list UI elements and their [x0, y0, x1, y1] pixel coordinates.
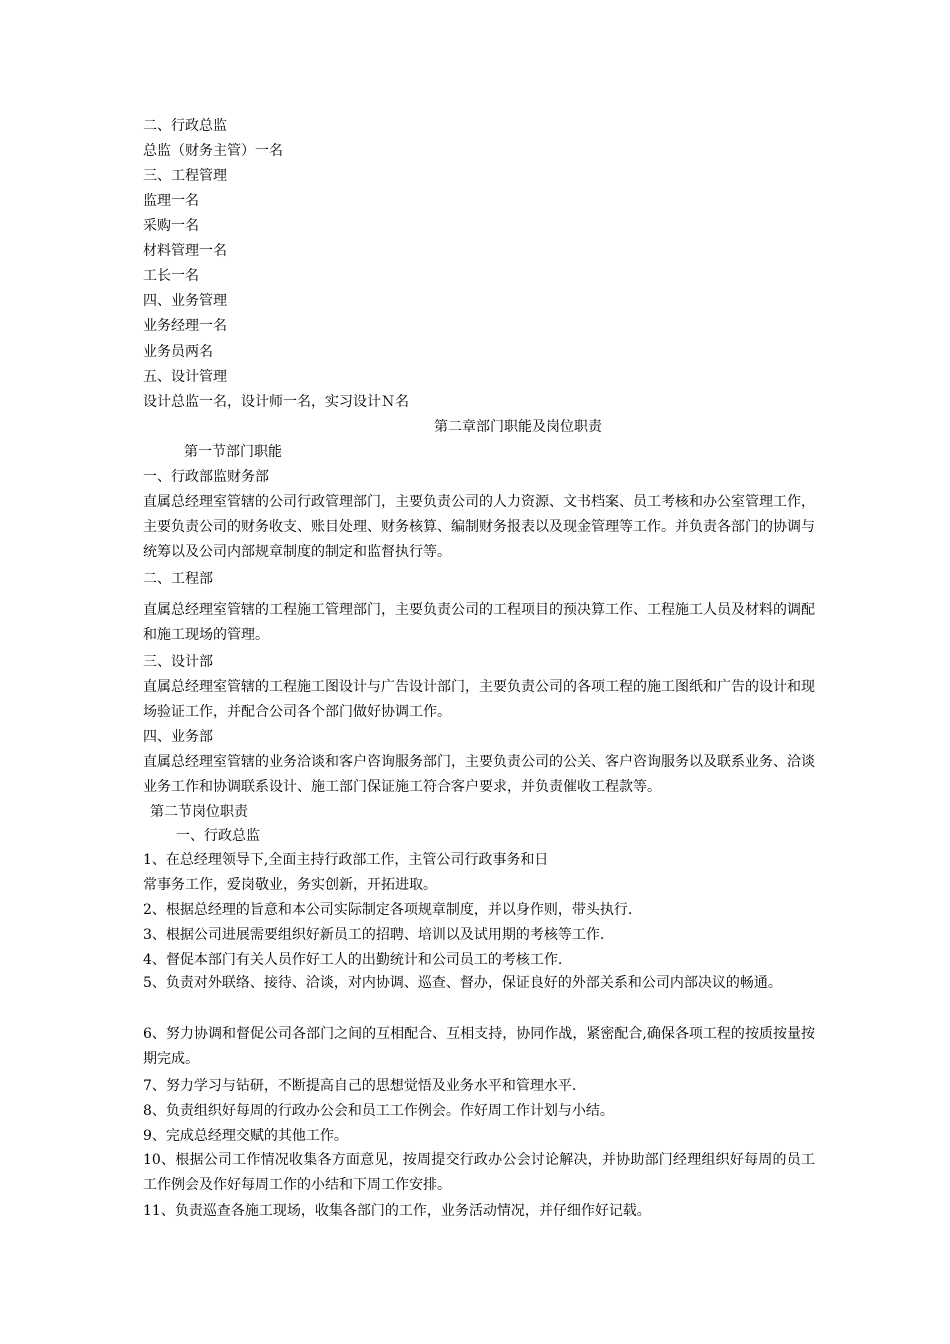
section-title: 第一节部门职能 [184, 444, 282, 460]
org-line: 业务经理一名 [143, 318, 227, 334]
org-line: 工长一名 [143, 268, 199, 284]
duty-item: 6、努力协调和督促公司各部门之间的互相配合、互相支持，协同作战，紧密配合,确保各项工程的按质按量按期完成。 [143, 1026, 815, 1067]
org-line: 二、行政总监 [143, 118, 227, 134]
section-title: 第二节岗位职责 [150, 804, 248, 820]
org-line: 监理一名 [143, 193, 199, 209]
org-line: 总监（财务主管）一名 [143, 143, 283, 159]
role-heading: 一、行政总监 [176, 828, 260, 844]
dept-description: 直属总经理室管辖的业务洽谈和客户咨询服务部门，主要负责公司的公关、客户咨询服务以及联系业务、洽谈业务工作和协调联系设计、施工部门保证施工符合客户要求，并负责催收工程款等。 [143, 754, 815, 795]
duty-item: 8、负责组织好每周的行政办公会和员工工作例会。作好周工作计划与小结。 [143, 1103, 614, 1119]
dept-description: 直属总经理室管辖的工程施工图设计与广告设计部门，主要负责公司的各项工程的施工图纸和广告的设计和现场验证工作，并配合公司各个部门做好协调工作。 [143, 679, 815, 720]
duty-item: 7、努力学习与钻研，不断提高自己的思想觉悟及业务水平和管理水平. [143, 1078, 577, 1094]
dept-description: 直属总经理室管辖的公司行政管理部门，主要负责公司的人力资源、文书档案、员工考核和办公室管理工作，主要负责公司的财务收支、账目处理、财务核算、编制财务报表以及现金管理等工作。并负责各部门的协调与统筹以及公司内部规章制度的制定和监督执行等。 [143, 494, 815, 560]
duty-item: 1、在总经理领导下,全面主持行政部工作，主管公司行政事务和日 [143, 852, 549, 868]
duty-item: 2、根据总经理的旨意和本公司实际制定各项规章制度，并以身作则，带头执行. [143, 902, 633, 918]
duty-item: 4、督促本部门有关人员作好工人的出勤统计和公司员工的考核工作. [143, 952, 563, 968]
dept-heading: 二、工程部 [143, 571, 213, 587]
duty-item: 11、负责巡查各施工现场，收集各部门的工作，业务活动情况，并仔细作好记载。 [143, 1203, 651, 1219]
dept-description: 直属总经理室管辖的工程施工管理部门，主要负责公司的工程项目的预决算工作、工程施工人员及材料的调配和施工现场的管理。 [143, 602, 815, 643]
duty-item: 3、根据公司进展需要组织好新员工的招聘、培训以及试用期的考核等工作. [143, 927, 605, 943]
dept-heading: 三、设计部 [143, 654, 213, 670]
duty-item: 常事务工作，爱岗敬业，务实创新，开拓进取。 [143, 877, 437, 893]
org-line: 五、设计管理 [143, 369, 227, 385]
org-line: 业务员两名 [143, 344, 213, 360]
duty-item: 9、完成总经理交赋的其他工作。 [143, 1128, 348, 1144]
org-line: 三、工程管理 [143, 168, 227, 184]
org-line: 设计总监一名，设计师一名，实习设计Ｎ名 [143, 394, 409, 410]
dept-heading: 一、行政部监财务部 [143, 469, 269, 485]
chapter-title: 第二章部门职能及岗位职责 [434, 419, 602, 435]
org-line: 四、业务管理 [143, 293, 227, 309]
duty-item: 10、根据公司工作情况收集各方面意见，按周提交行政办公会讨论解决，并协助部门经理组织好每周的员工工作例会及作好每周工作的小结和下周工作安排。 [143, 1152, 815, 1193]
org-line: 材料管理一名 [143, 243, 227, 259]
duty-item: 5、负责对外联络、接待、洽谈，对内协调、巡查、督办，保证良好的外部关系和公司内部决议的畅通。 [143, 975, 782, 991]
dept-heading: 四、业务部 [143, 729, 213, 745]
org-line: 采购一名 [143, 218, 199, 234]
